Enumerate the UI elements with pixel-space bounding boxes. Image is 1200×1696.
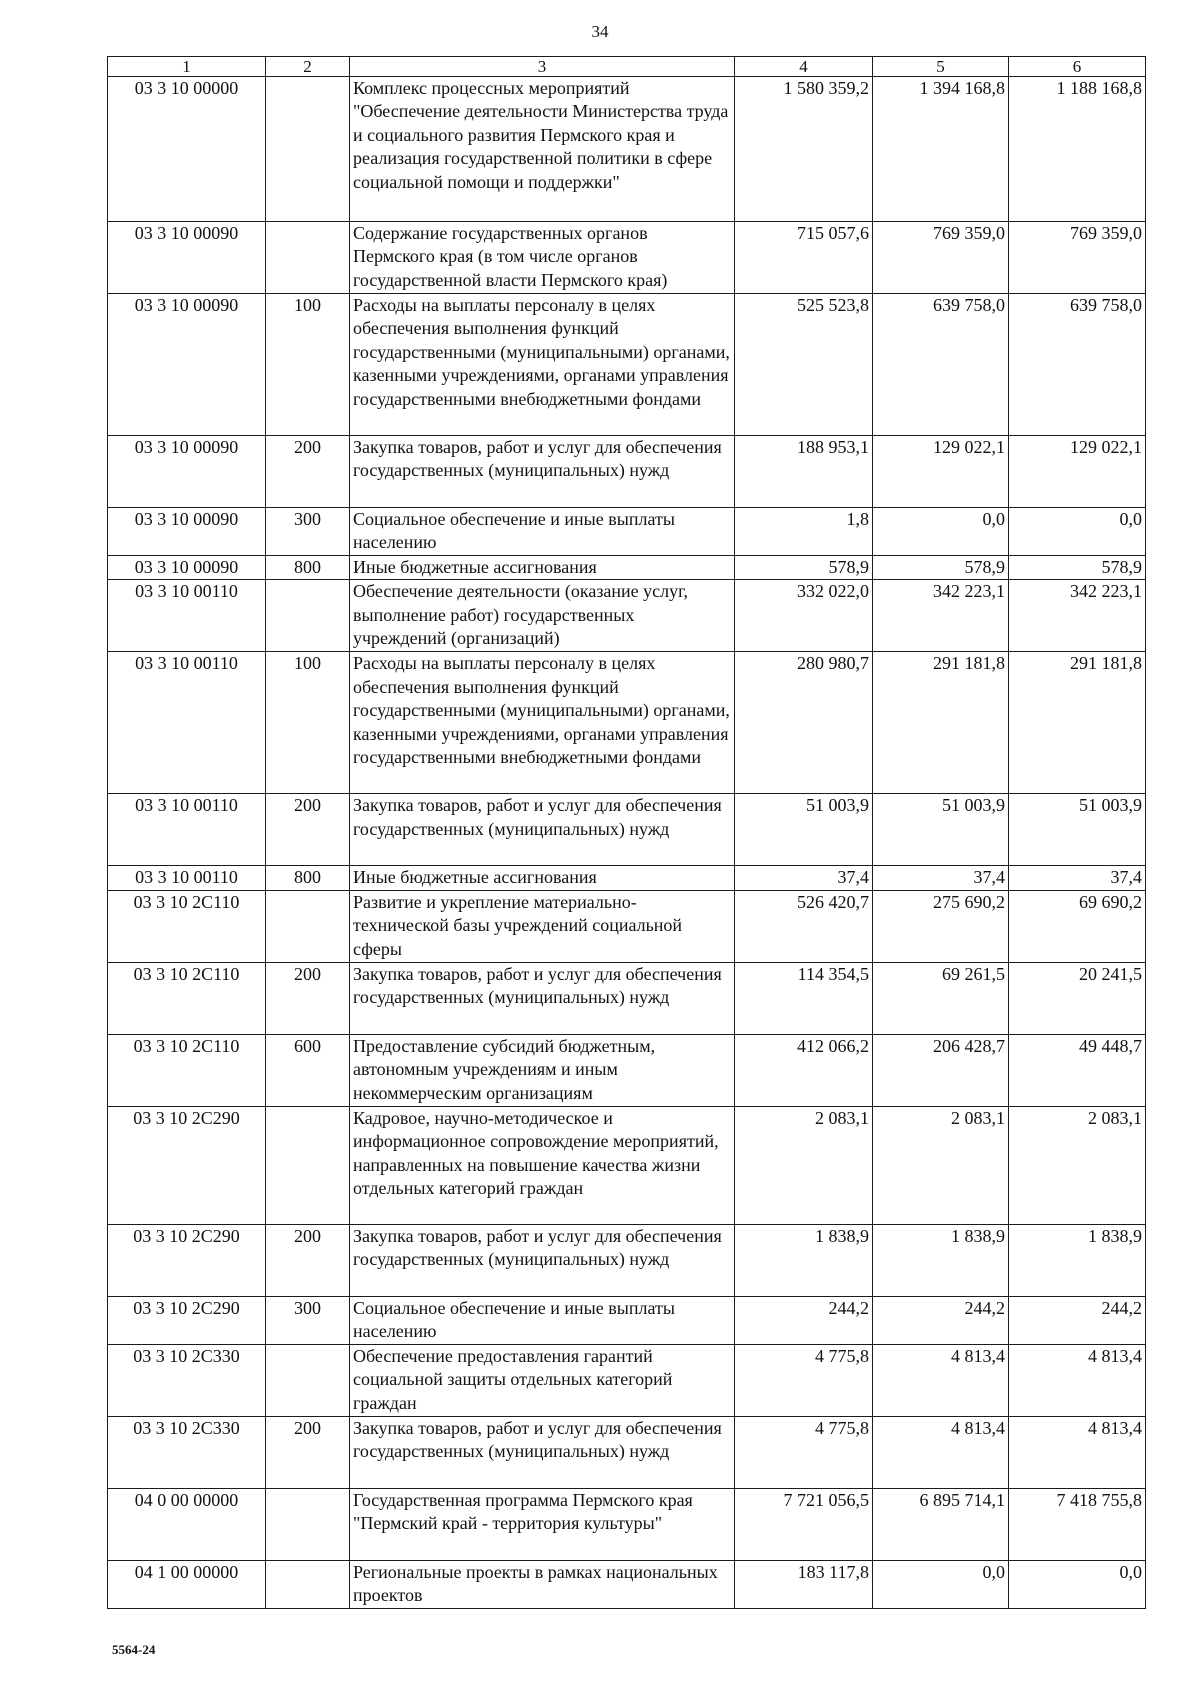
item-name: Иные бюджетные ассигнования [350, 556, 735, 580]
amount-col4: 412 066,2 [735, 1034, 873, 1106]
expense-type-code: 100 [266, 294, 350, 436]
item-name: Расходы на выплаты персоналу в целях обеспечения выполнения функций государственными (муниципальными) органами, казенными учреждениями, органами управления государственными внебюджетными фондами [350, 294, 735, 436]
expense-type-code: 200 [266, 962, 350, 1034]
amount-col4: 114 354,5 [735, 962, 873, 1034]
amount-col5: 578,9 [873, 556, 1009, 580]
table-row [108, 1488, 1146, 1560]
amount-col5: 291 181,8 [873, 652, 1009, 794]
target-article-code: 03 3 10 2С330 [108, 1416, 266, 1488]
amount-col6: 20 241,5 [1009, 962, 1146, 1034]
table-row [108, 580, 1146, 652]
target-article-code: 03 3 10 00090 [108, 508, 266, 556]
expense-type-code: 300 [266, 1296, 350, 1344]
amount-col6: 0,0 [1009, 1560, 1146, 1608]
item-name: Закупка товаров, работ и услуг для обеспечения государственных (муниципальных) нужд [350, 1224, 735, 1296]
item-name: Кадровое, научно-методическое и информационное сопровождение мероприятий, направленных на повышение качества жизни отдельных категорий граждан [350, 1106, 735, 1224]
table-row [108, 890, 1146, 962]
column-header: 2 [266, 57, 350, 77]
amount-col6: 129 022,1 [1009, 436, 1146, 508]
amount-col5: 4 813,4 [873, 1344, 1009, 1416]
amount-col4: 188 953,1 [735, 436, 873, 508]
amount-col6: 1 838,9 [1009, 1224, 1146, 1296]
expense-type-code: 800 [266, 556, 350, 580]
item-name: Закупка товаров, работ и услуг для обеспечения государственных (муниципальных) нужд [350, 794, 735, 866]
expense-type-code: 200 [266, 1224, 350, 1296]
amount-col4: 1,8 [735, 508, 873, 556]
target-article-code: 03 3 10 00090 [108, 294, 266, 436]
item-name: Региональные проекты в рамках национальных проектов [350, 1560, 735, 1608]
expense-type-code: 800 [266, 866, 350, 890]
amount-col6: 4 813,4 [1009, 1416, 1146, 1488]
table-row [108, 1296, 1146, 1344]
table-row [108, 508, 1146, 556]
table-row [108, 222, 1146, 294]
item-name: Социальное обеспечение и иные выплаты населению [350, 1296, 735, 1344]
target-article-code: 03 3 10 00110 [108, 866, 266, 890]
amount-col4: 578,9 [735, 556, 873, 580]
target-article-code: 03 3 10 2С110 [108, 890, 266, 962]
table-row [108, 556, 1146, 580]
document-code: 5564-24 [112, 1642, 156, 1657]
expense-type-code [266, 1106, 350, 1224]
expense-type-code: 600 [266, 1034, 350, 1106]
amount-col5: 37,4 [873, 866, 1009, 890]
expense-type-code: 200 [266, 1416, 350, 1488]
amount-col5: 2 083,1 [873, 1106, 1009, 1224]
amount-col6: 69 690,2 [1009, 890, 1146, 962]
item-name: Государственная программа Пермского края "Пермский край - территория культуры" [350, 1488, 735, 1560]
amount-col6: 0,0 [1009, 508, 1146, 556]
header-row [108, 57, 1146, 77]
amount-col4: 37,4 [735, 866, 873, 890]
amount-col5: 1 394 168,8 [873, 77, 1009, 222]
target-article-code: 03 3 10 00110 [108, 794, 266, 866]
amount-col6: 2 083,1 [1009, 1106, 1146, 1224]
amount-col4: 4 775,8 [735, 1416, 873, 1488]
amount-col5: 129 022,1 [873, 436, 1009, 508]
amount-col5: 0,0 [873, 508, 1009, 556]
item-name: Обеспечение деятельности (оказание услуг, выполнение работ) государственных учреждений (организаций) [350, 580, 735, 652]
expense-type-code [266, 1560, 350, 1608]
amount-col6: 37,4 [1009, 866, 1146, 890]
amount-col5: 342 223,1 [873, 580, 1009, 652]
amount-col6: 244,2 [1009, 1296, 1146, 1344]
amount-col4: 1 838,9 [735, 1224, 873, 1296]
amount-col6: 342 223,1 [1009, 580, 1146, 652]
amount-col4: 525 523,8 [735, 294, 873, 436]
amount-col4: 4 775,8 [735, 1344, 873, 1416]
target-article-code: 03 3 10 00090 [108, 436, 266, 508]
table-row [108, 1034, 1146, 1106]
amount-col6: 7 418 755,8 [1009, 1488, 1146, 1560]
item-name: Иные бюджетные ассигнования [350, 866, 735, 890]
amount-col4: 526 420,7 [735, 890, 873, 962]
amount-col5: 639 758,0 [873, 294, 1009, 436]
expense-type-code [266, 1344, 350, 1416]
column-header: 6 [1009, 57, 1146, 77]
table-row [108, 962, 1146, 1034]
expense-type-code [266, 580, 350, 652]
table-row [108, 1106, 1146, 1224]
item-name: Закупка товаров, работ и услуг для обеспечения государственных (муниципальных) нужд [350, 962, 735, 1034]
table-row [108, 436, 1146, 508]
target-article-code: 04 1 00 00000 [108, 1560, 266, 1608]
amount-col5: 4 813,4 [873, 1416, 1009, 1488]
item-name: Закупка товаров, работ и услуг для обеспечения государственных (муниципальных) нужд [350, 436, 735, 508]
column-header: 5 [873, 57, 1009, 77]
target-article-code: 03 3 10 2С110 [108, 962, 266, 1034]
amount-col6: 51 003,9 [1009, 794, 1146, 866]
target-article-code: 03 3 10 2С110 [108, 1034, 266, 1106]
amount-col6: 769 359,0 [1009, 222, 1146, 294]
table-row [108, 77, 1146, 222]
amount-col4: 2 083,1 [735, 1106, 873, 1224]
target-article-code: 03 3 10 00090 [108, 556, 266, 580]
column-header: 4 [735, 57, 873, 77]
amount-col4: 7 721 056,5 [735, 1488, 873, 1560]
table-row [108, 794, 1146, 866]
column-header: 1 [108, 57, 266, 77]
item-name: Предоставление субсидий бюджетным, автономным учреждениям и иным некоммерческим организациям [350, 1034, 735, 1106]
table-row [108, 1224, 1146, 1296]
table-row [108, 1416, 1146, 1488]
expense-type-code [266, 77, 350, 222]
amount-col6: 578,9 [1009, 556, 1146, 580]
amount-col4: 51 003,9 [735, 794, 873, 866]
expense-type-code [266, 1488, 350, 1560]
expense-type-code [266, 890, 350, 962]
amount-col4: 183 117,8 [735, 1560, 873, 1608]
amount-col6: 1 188 168,8 [1009, 77, 1146, 222]
amount-col6: 291 181,8 [1009, 652, 1146, 794]
target-article-code: 03 3 10 00000 [108, 77, 266, 222]
amount-col5: 1 838,9 [873, 1224, 1009, 1296]
item-name: Комплекс процессных мероприятий "Обеспечение деятельности Министерства труда и социального развития Пермского края и реализация государственной политики в сфере социальной помощи и поддержки" [350, 77, 735, 222]
amount-col4: 280 980,7 [735, 652, 873, 794]
expense-type-code: 200 [266, 794, 350, 866]
amount-col4: 715 057,6 [735, 222, 873, 294]
budget-table [107, 56, 1146, 1609]
item-name: Содержание государственных органов Пермского края (в том числе органов государственной власти Пермского края) [350, 222, 735, 294]
target-article-code: 03 3 10 00090 [108, 222, 266, 294]
item-name: Обеспечение предоставления гарантий социальной защиты отдельных категорий граждан [350, 1344, 735, 1416]
item-name: Социальное обеспечение и иные выплаты населению [350, 508, 735, 556]
table-row [108, 1560, 1146, 1608]
target-article-code: 03 3 10 2С330 [108, 1344, 266, 1416]
amount-col4: 244,2 [735, 1296, 873, 1344]
target-article-code: 04 0 00 00000 [108, 1488, 266, 1560]
amount-col5: 244,2 [873, 1296, 1009, 1344]
amount-col4: 332 022,0 [735, 580, 873, 652]
target-article-code: 03 3 10 2С290 [108, 1106, 266, 1224]
amount-col6: 49 448,7 [1009, 1034, 1146, 1106]
amount-col5: 6 895 714,1 [873, 1488, 1009, 1560]
expense-type-code: 100 [266, 652, 350, 794]
target-article-code: 03 3 10 2С290 [108, 1296, 266, 1344]
amount-col5: 0,0 [873, 1560, 1009, 1608]
amount-col5: 51 003,9 [873, 794, 1009, 866]
page-number: 34 [591, 22, 609, 41]
amount-col4: 1 580 359,2 [735, 77, 873, 222]
expense-type-code: 200 [266, 436, 350, 508]
expense-type-code: 300 [266, 508, 350, 556]
table-row [108, 652, 1146, 794]
target-article-code: 03 3 10 2С290 [108, 1224, 266, 1296]
amount-col5: 206 428,7 [873, 1034, 1009, 1106]
table-row [108, 1344, 1146, 1416]
amount-col5: 769 359,0 [873, 222, 1009, 294]
item-name: Развитие и укрепление материально-технической базы учреждений социальной сферы [350, 890, 735, 962]
amount-col6: 4 813,4 [1009, 1344, 1146, 1416]
column-header: 3 [350, 57, 735, 77]
amount-col6: 639 758,0 [1009, 294, 1146, 436]
expense-type-code [266, 222, 350, 294]
amount-col5: 69 261,5 [873, 962, 1009, 1034]
amount-col5: 275 690,2 [873, 890, 1009, 962]
item-name: Расходы на выплаты персоналу в целях обеспечения выполнения функций государственными (муниципальными) органами, казенными учреждениями, органами управления государственными внебюджетными фондами [350, 652, 735, 794]
target-article-code: 03 3 10 00110 [108, 580, 266, 652]
target-article-code: 03 3 10 00110 [108, 652, 266, 794]
table-row [108, 866, 1146, 890]
item-name: Закупка товаров, работ и услуг для обеспечения государственных (муниципальных) нужд [350, 1416, 735, 1488]
table-row [108, 294, 1146, 436]
